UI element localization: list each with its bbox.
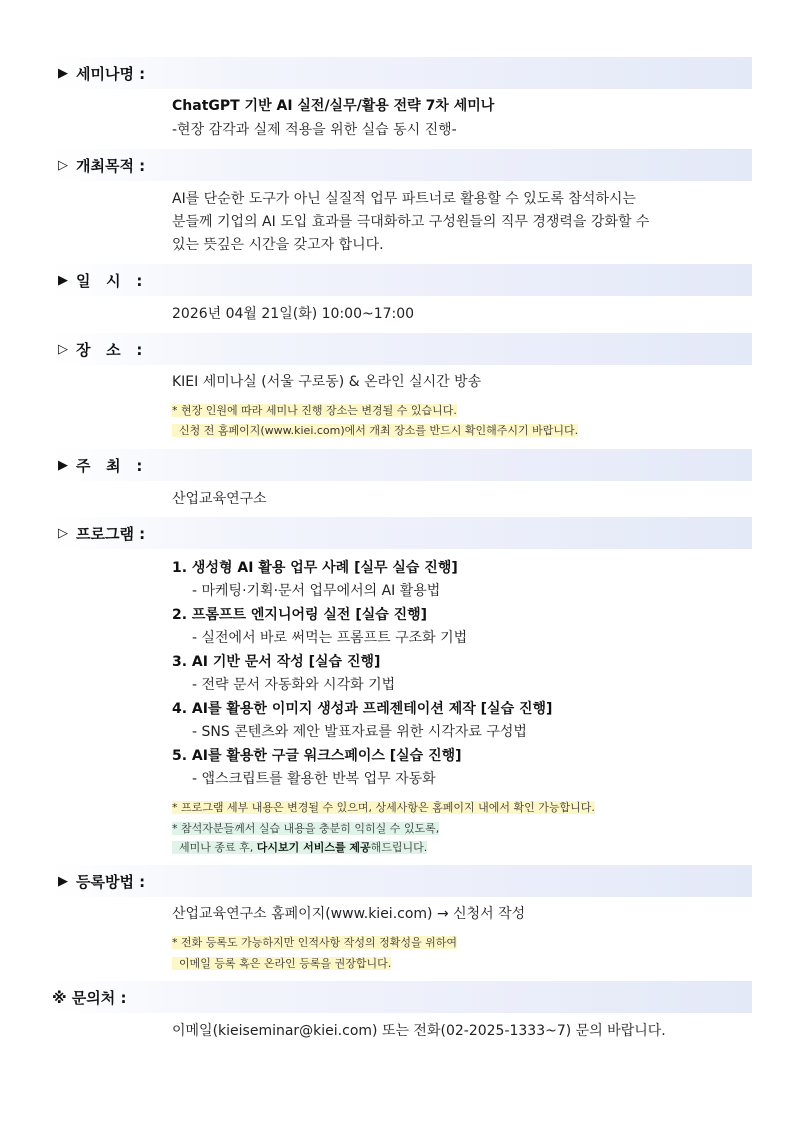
note-text: 세미나 종료 후, — [172, 841, 257, 854]
program-item-sub: - 마케팅·기획·문서 업무에서의 AI 활용법 — [192, 583, 441, 599]
program-note-line: * 참석자분들께서 실습 내용을 충분히 익히실 수 있도록, — [172, 822, 440, 835]
host-value: 산업교육연구소 — [172, 491, 267, 507]
section-label: 일 시 : — [76, 271, 143, 290]
section-header-registration — [50, 865, 752, 897]
arrow-marker-icon: ▶ — [58, 272, 68, 288]
program-note — [172, 838, 427, 858]
program-item-sub: - 실전에서 바로 써먹는 프롬프트 구조화 기법 — [192, 630, 468, 646]
registration-note-line: * 전화 등록도 가능하지만 인적사항 작성의 정확성을 위하여 — [172, 936, 457, 949]
venue-value: KIEI 세미나실 (서울 구로동) & 온라인 실시간 방송 — [172, 374, 482, 390]
venue-note-line: * 현장 인원에 따라 세미나 진행 장소는 변경될 수 있습니다. — [172, 404, 457, 417]
hollow-arrow-marker-icon: ▷ — [58, 157, 68, 173]
program-item-title: 4. AI를 활용한 이미지 생성과 프레젠테이션 제작 [실습 진행] — [172, 701, 553, 717]
section-label: 등록방법 : — [76, 872, 146, 891]
contact-value: 이메일(kieiseminar@kiei.com) 또는 전화(02-2025-1333~7) 문의 바랍니다. — [172, 1023, 666, 1039]
note-text: 해드립니다. — [370, 841, 428, 854]
section-header-venue — [50, 333, 752, 365]
program-note-line: * 프로그램 세부 내용은 변경될 수 있으며, 상세사항은 홈페이지 내에서 확인 가능합니다. — [172, 801, 595, 814]
section-label: 개최목적 : — [76, 156, 146, 175]
purpose-line: 있는 뜻깊은 시간을 갖고자 합니다. — [172, 237, 384, 253]
program-note — [172, 798, 595, 818]
section-header-date — [50, 264, 752, 296]
program-item-sub: - SNS 콘텐츠와 제안 발표자료를 위한 시각자료 구성법 — [192, 724, 527, 740]
venue-note — [172, 401, 457, 421]
seminar-subtitle: -현장 감각과 실제 적용을 위한 실습 동시 진행- — [172, 122, 457, 138]
program-item-title: 2. 프롬프트 엔지니어링 실전 [실습 진행] — [172, 607, 428, 623]
registration-value: 산업교육연구소 홈페이지(www.kiei.com) → 신청서 작성 — [172, 906, 526, 922]
section-header-seminar-name — [50, 57, 752, 89]
date-value: 2026년 04월 21일(화) 10:00~17:00 — [172, 306, 415, 322]
arrow-marker-icon: ▶ — [58, 65, 68, 81]
section-label: 세미나명 : — [76, 64, 146, 83]
note-bold-text: 다시보기 서비스를 제공 — [256, 841, 371, 854]
arrow-marker-icon: ▶ — [58, 457, 68, 473]
arrow-marker-icon: ▶ — [58, 873, 68, 889]
program-item-title: 3. AI 기반 문서 작성 [실습 진행] — [172, 654, 381, 670]
section-header-host — [50, 449, 752, 481]
hollow-arrow-marker-icon: ▷ — [58, 525, 68, 541]
section-label: 프로그램 : — [76, 524, 146, 543]
section-label: ※ 문의처 : — [52, 988, 127, 1007]
program-item-title: 5. AI를 활용한 구글 워크스페이스 [실습 진행] — [172, 748, 462, 764]
program-item-sub: - 전략 문서 자동화와 시각화 기법 — [192, 677, 396, 693]
registration-note — [172, 954, 391, 974]
venue-note-line: 신청 전 홈페이지(www.kiei.com)에서 개최 장소를 반드시 확인해주시기 바랍니다. — [172, 424, 579, 437]
section-header-contact — [50, 981, 752, 1013]
registration-note — [172, 933, 457, 953]
purpose-line: 분들께 기업의 AI 도입 효과를 극대화하고 구성원들의 직무 경쟁력을 강화할 수 — [172, 214, 650, 230]
purpose-line: AI를 단순한 도구가 아닌 실질적 업무 파트너로 활용할 수 있도록 참석하시는 — [172, 191, 636, 207]
seminar-title: ChatGPT 기반 AI 실전/실무/활용 전략 7차 세미나 — [172, 98, 495, 114]
hollow-arrow-marker-icon: ▷ — [58, 341, 68, 357]
section-header-program — [50, 517, 752, 549]
program-note — [172, 819, 439, 839]
venue-note — [172, 421, 578, 441]
program-item-title: 1. 생성형 AI 활용 업무 사례 [실무 실습 진행] — [172, 560, 458, 576]
registration-note-line: 이메일 등록 혹은 온라인 등록을 권장합니다. — [172, 957, 392, 970]
section-header-purpose — [50, 149, 752, 181]
section-label: 주 최 : — [76, 456, 143, 475]
program-item-sub: - 앱스크립트를 활용한 반복 업무 자동화 — [192, 771, 436, 787]
section-label: 장 소 : — [76, 340, 143, 359]
program-note-line — [172, 841, 427, 854]
